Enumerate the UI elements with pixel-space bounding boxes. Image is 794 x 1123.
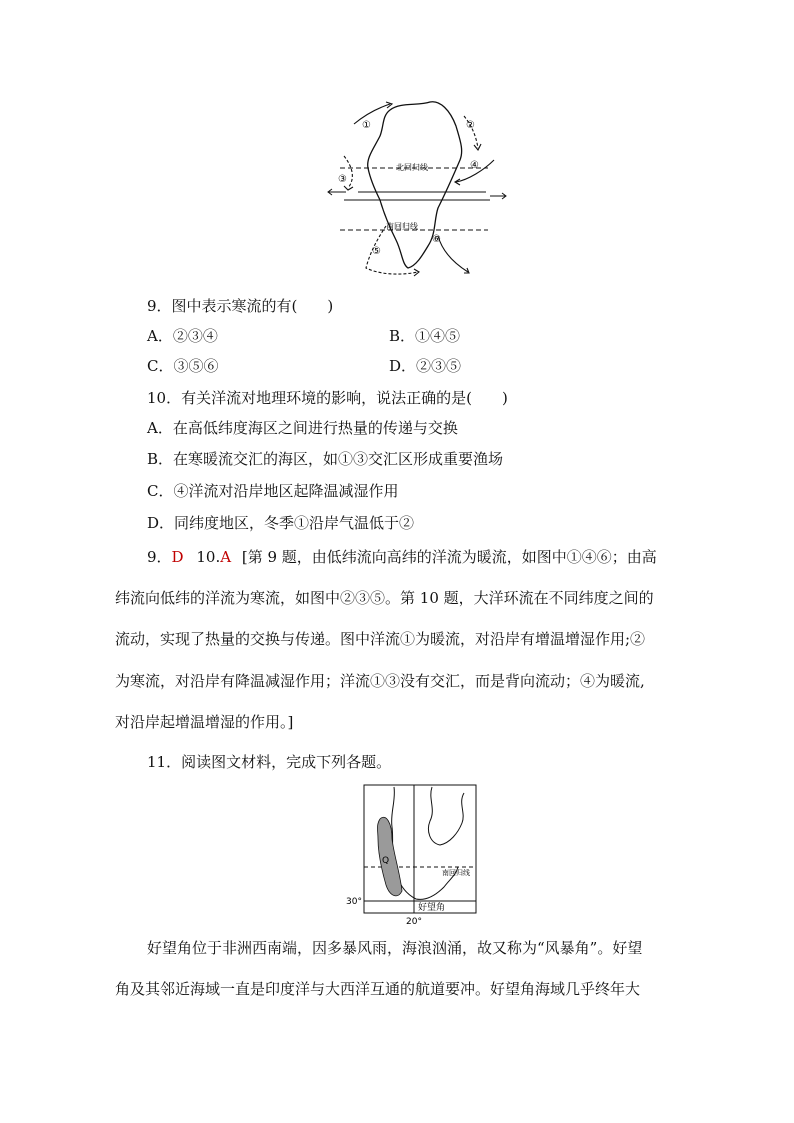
label-c6: ⑥ — [432, 234, 441, 245]
passage-line-1: 好望角位于非洲西南端，因多暴风雨，海浪汹涌，故又称为“风暴角”。好望 — [147, 939, 643, 957]
answer-line-1 — [147, 547, 657, 567]
label-c4: ④ — [470, 160, 479, 171]
label-c5: ⑤ — [372, 246, 381, 257]
q10-option-d: D．同纬度地区，冬季①沿岸气温低于② — [147, 514, 415, 532]
q10-answer-number: 10. — [196, 548, 221, 566]
cape-map — [340, 783, 482, 928]
label-lat30: 30° — [346, 897, 362, 907]
q9-option-c: C．③⑤⑥ — [147, 357, 219, 375]
answer-line-5: 对沿岸起增温增湿的作用。] — [115, 713, 294, 731]
label-north-tropic: 北回归线 — [396, 163, 428, 172]
q10-answer: A — [220, 548, 232, 566]
answer-line-4: 为寒流，对沿岸有降温减湿作用；洋流①③没有交汇，而是背向流动；④为暖流, — [115, 672, 645, 690]
q10-option-b: B．在寒暖流交汇的海区，如①③交汇区形成重要渔场 — [147, 450, 504, 468]
q9-option-d: D．②③⑤ — [389, 357, 462, 375]
label-south-tropic: 南回归线 — [386, 222, 418, 231]
answer-text-1: [第 9 题，由低纬流向高纬的洋流为暖流，如图中①④⑥；由高 — [241, 548, 657, 566]
continent-outline — [368, 102, 462, 268]
current-6-arrow — [438, 236, 468, 272]
ocean-current-map — [318, 96, 508, 284]
label-c3: ③ — [338, 174, 347, 185]
q9-stem: 9．图中表示寒流的有( ) — [147, 297, 334, 315]
q10-option-c: C．④洋流对沿岸地区起降温减湿作用 — [147, 482, 399, 500]
label-c2: ② — [466, 120, 475, 131]
q9-answer: D — [171, 548, 184, 566]
label-south-tropic-2: 南回归线 — [442, 869, 470, 877]
q10-stem: 10．有关洋流对地理环境的影响，说法正确的是( ) — [147, 389, 508, 407]
passage-line-2: 角及其邻近海域一直是印度洋与大西洋互通的航道要冲。好望角海域几乎终年大 — [115, 980, 641, 998]
label-lon20: 20° — [406, 917, 422, 927]
current-1-arrow — [354, 104, 390, 124]
equatorial-arrow-left — [328, 189, 346, 195]
answer-line-2: 纬流向低纬的洋流为寒流，如图中②③⑤。第 10 题，大洋环流在不同纬度之间的 — [115, 589, 654, 607]
q9-option-a: A．②③④ — [147, 327, 218, 345]
q11-stem: 11．阅读图文材料，完成下列各题。 — [147, 753, 392, 771]
label-cape: 好望角 — [418, 903, 446, 913]
q10-option-a: A．在高低纬度海区之间进行热量的传递与交换 — [147, 419, 458, 437]
q9-answer-number: 9． — [147, 548, 172, 566]
coastline — [392, 787, 458, 899]
river — [428, 787, 464, 845]
label-q: Q — [382, 856, 390, 866]
answer-line-3: 流动，实现了热量的交换与传递。图中洋流①为暖流，对沿岸有增温增湿作用;② — [115, 630, 646, 648]
equatorial-arrow-right — [490, 193, 506, 199]
label-c1: ① — [362, 120, 371, 131]
q9-option-b: B．①④⑤ — [389, 327, 461, 345]
